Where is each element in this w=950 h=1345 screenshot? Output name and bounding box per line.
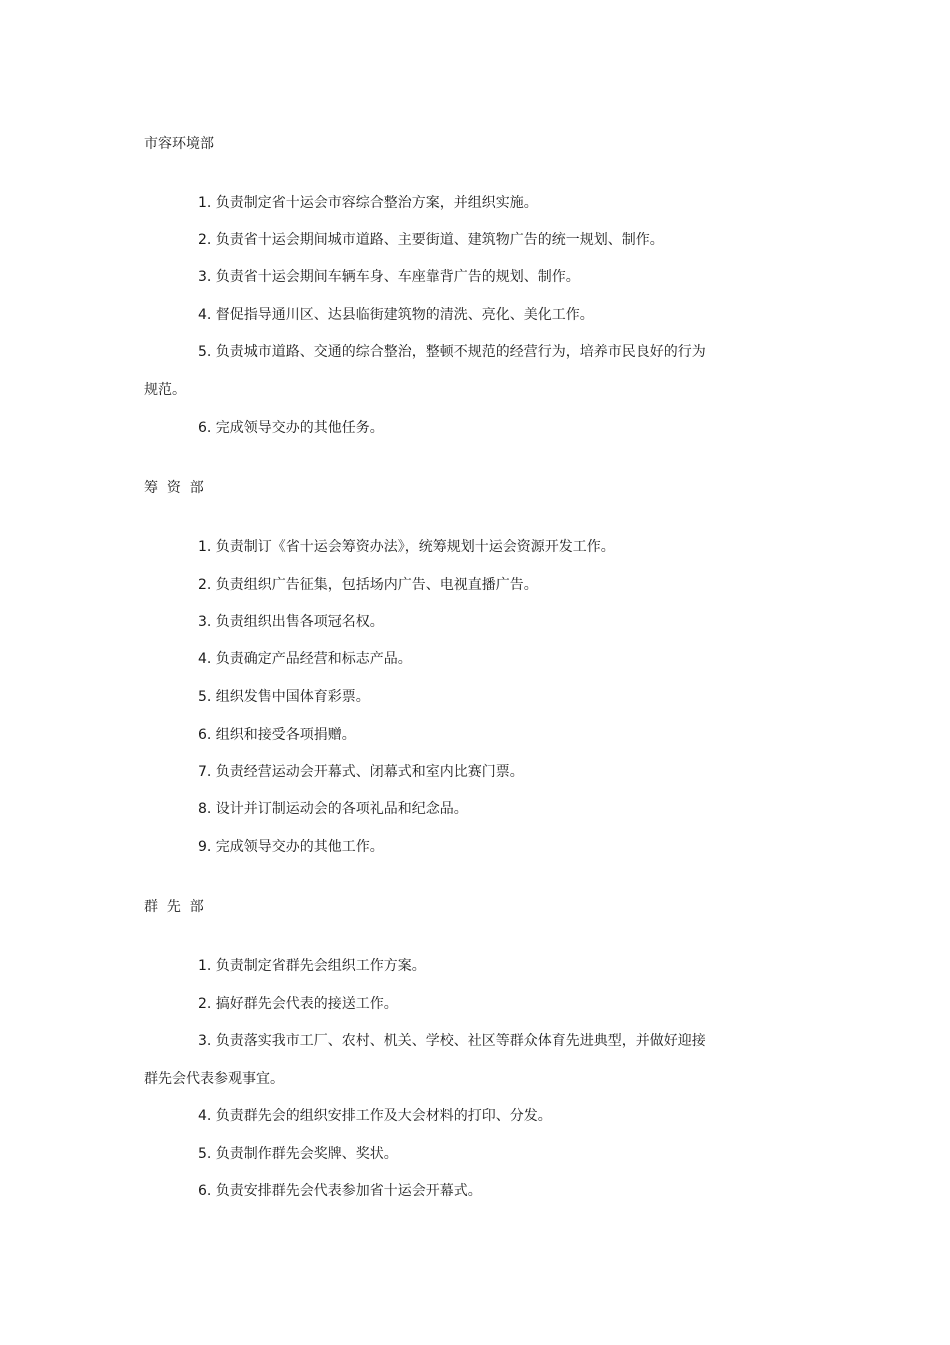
list-item: 3. 负责省十运会期间车辆车身、车座靠背广告的规划、制作。	[198, 269, 580, 285]
list-item: 8. 设计并订制运动会的各项礼品和纪念品。	[198, 801, 468, 817]
list-item: 4. 负责群先会的组织安排工作及大会材料的打印、分发。	[198, 1108, 552, 1124]
list-item: 1. 负责制订《省十运会筹资办法》，统筹规划十运会资源开发工作。	[198, 539, 615, 555]
list-item: 1. 负责制定省十运会市容综合整治方案，并组织实施。	[198, 195, 538, 211]
list-item: 4. 督促指导通川区、达县临街建筑物的清洗、亮化、美化工作。	[198, 307, 594, 323]
list-item: 3. 负责落实我市工厂、农村、机关、学校、社区等群众体育先进典型，并做好迎接	[198, 1033, 706, 1049]
list-item: 3. 负责组织出售各项冠名权。	[198, 614, 384, 630]
list-item: 5. 负责城市道路、交通的综合整治，整顿不规范的经营行为，培养市民良好的行为	[198, 344, 706, 360]
list-item: 6. 完成领导交办的其他任务。	[198, 420, 384, 436]
list-item: 6. 负责安排群先会代表参加省十运会开幕式。	[198, 1183, 482, 1199]
list-item-continuation: 群先会代表参观事宜。	[144, 1071, 284, 1087]
list-item: 4. 负责确定产品经营和标志产品。	[198, 651, 412, 667]
list-item: 1. 负责制定省群先会组织工作方案。	[198, 958, 426, 974]
list-item: 7. 负责经营运动会开幕式、闭幕式和室内比赛门票。	[198, 764, 524, 780]
list-item: 5. 负责制作群先会奖牌、奖状。	[198, 1146, 398, 1162]
section-title-chouzi: 筹 资 部	[144, 480, 204, 496]
section-title-shirong: 市容环境部	[144, 136, 214, 152]
section-title-qunxian: 群 先 部	[144, 899, 204, 915]
list-item: 9. 完成领导交办的其他工作。	[198, 839, 384, 855]
list-item: 2. 负责组织广告征集，包括场内广告、电视直播广告。	[198, 577, 538, 593]
list-item: 6. 组织和接受各项捐赠。	[198, 727, 356, 743]
list-item: 5. 组织发售中国体育彩票。	[198, 689, 370, 705]
list-item: 2. 搞好群先会代表的接送工作。	[198, 996, 398, 1012]
list-item: 2. 负责省十运会期间城市道路、主要街道、建筑物广告的统一规划、制作。	[198, 232, 664, 248]
list-item-continuation: 规范。	[144, 382, 186, 398]
